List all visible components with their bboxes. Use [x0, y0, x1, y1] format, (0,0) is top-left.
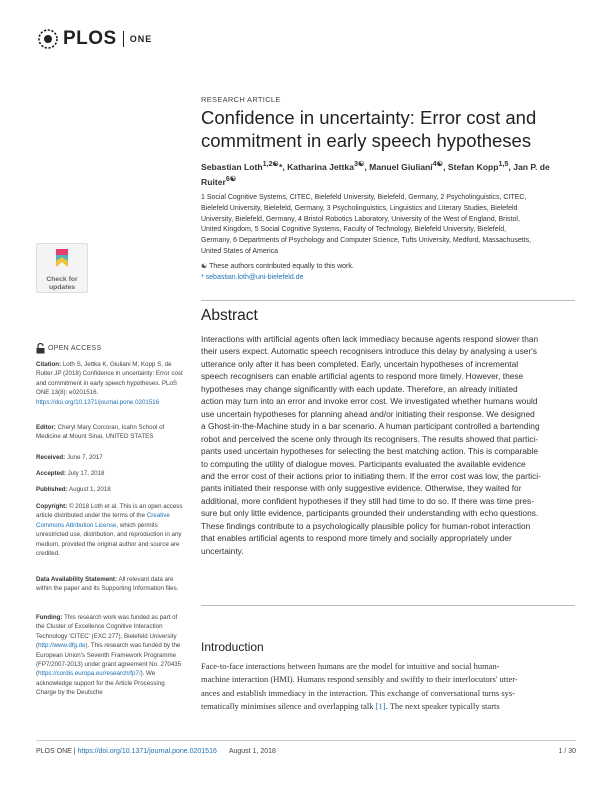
footer-separator: | [71, 748, 78, 755]
footer-journal: PLOS ONE [36, 748, 72, 755]
logo-divider [123, 31, 124, 47]
received-block [36, 453, 186, 462]
editor-text: Cheryl Mary Corcoran, Icahn School of Medicine at Mount Sinai, UNITED STATES [36, 424, 165, 441]
intro-line: machine interaction (HMI). Humans respond sensibly and swiftly to their interlocutors' utter- [201, 674, 518, 685]
affiliation-line: 1 Social Cognitive Systems, CITEC, Bielefeld University, Bielefeld, Germany, 2 Psycholinguistics, CITEC, [201, 194, 527, 201]
footer-date: August 1, 2018 [228, 748, 276, 755]
data-availability-text: All relevant data are within the paper and its Supporting Information files. [36, 576, 179, 593]
reference-link[interactable]: [1] [375, 700, 386, 711]
section-divider [201, 300, 575, 301]
abstract-line: and the error cost of their actions prior to initiating them. If the error cost was low, the partici- [201, 470, 541, 481]
abstract-line: that enables artificial agents to respond more timely and socially appropriately under [201, 533, 512, 544]
author-sup: 1,2☯ [262, 160, 279, 168]
author-line [201, 173, 575, 188]
journal-name: ONE [129, 34, 153, 44]
editor-block [36, 423, 186, 442]
funding-label: Funding: [36, 614, 63, 621]
abstract-line: uncertainty. [201, 545, 244, 556]
author-sup: 4☯ [432, 160, 444, 168]
abstract-line: utterance only after it has been completed. Early, uncertain hypotheses of incremental [201, 358, 519, 369]
affiliation-line: Bielefeld University, Bielefeld, Germany, 3 Psycholinguistics, Linguistics and Literary Studies, Bielefeld [201, 204, 518, 212]
author-sup: 6☯ [225, 174, 237, 183]
brand-name: PLOS [63, 28, 117, 49]
abstract-line: sure but only little evidence, participants grounded their understanding with echo questions. [201, 508, 539, 519]
intro-text: . The next speaker typically starts [385, 700, 500, 711]
corresponding-email-link[interactable]: * sebastian.loth@uni-bielefeld.de [201, 273, 304, 281]
author-name[interactable]: Ruiter [201, 176, 226, 187]
article-type: RESEARCH ARTICLE [201, 95, 281, 104]
funding-text: This research work was funded as part of the Cluster of Excellence Cognitive Interaction Technology 'CITEC' (EXC 277), Bielefeld University ( [36, 614, 178, 650]
abstract-line: to computing the utility of dialogue moves. Participants evaluated the available evidence [201, 458, 526, 469]
title-line: Confidence in uncertainty: Error cost and [201, 107, 537, 128]
abstract-line: robot and perceived the scene only through its recognisers. The results showed that partici- [201, 433, 539, 444]
intro-text: tematically minimises silence and overlapping talk [201, 700, 376, 711]
equal-contribution-note: ☯ These authors contributed equally to this work. [201, 263, 354, 270]
update-badge-label: Check for updates [46, 276, 78, 291]
dfg-link[interactable]: http://www.dfg.de [38, 642, 86, 650]
intro-line: ances and establish immediacy in the interaction. This exchange of conversational turns sys- [201, 687, 516, 698]
open-access-label [36, 343, 101, 354]
accepted-date: July 17, 2018 [67, 470, 105, 477]
abstract-heading: Abstract [201, 307, 258, 324]
affiliations [201, 193, 575, 258]
citation-text: Loth S, Jettka K, Giuliani M, Kopp S, de Ruiter JP (2018) Confidence in uncertainty: Error cost and commitment in early speech hypotheses. PLoS ONE 13(8): e0201516. [36, 361, 183, 397]
citation-doi-link[interactable]: https://doi.org/10.1371/journal.pone.0201516 [36, 398, 160, 406]
article-title [201, 106, 575, 152]
author-name[interactable]: *, Katharina Jettka [278, 161, 354, 172]
abstract-line: Interactions with artificial agents often lack immediacy because agents respond slower than [201, 334, 539, 344]
author-notes [201, 262, 575, 283]
bookmark-ribbon-icon [52, 247, 72, 269]
introduction-body [201, 660, 575, 713]
abstract-line: a Ghost-in-the-Machine study in a bar scenario. A human participant controlled a bartending [201, 421, 540, 432]
page-footer [36, 748, 576, 755]
open-access-text: OPEN ACCESS [48, 345, 102, 352]
copyright-text: © 2018 Loth et al. This is an open access article distributed under the terms of the [36, 503, 183, 520]
published-label: Published: [36, 486, 68, 493]
published-date: August 1, 2018 [69, 486, 111, 493]
footer-doi-link[interactable]: https://doi.org/10.1371/journal.pone.0201516 [77, 748, 217, 755]
abstract-line: action may turn into an error and invoke error cost. We investigated whether humans would [201, 396, 538, 407]
author-sup: 1,5 [498, 160, 509, 168]
author-name[interactable]: , Jan P. de [508, 161, 550, 172]
data-availability-label: Data Availability Statement: [36, 576, 118, 583]
author-name[interactable]: , Manuel Giuliani [364, 161, 433, 172]
cordis-link[interactable]: https://cordis.europa.eu/research/fp7/ [38, 670, 141, 678]
citation-block [36, 360, 186, 407]
accepted-label: Accepted: [36, 470, 66, 477]
abstract-line: additional, more confident hypotheses if they still had time to do so. If there was time pres- [201, 495, 534, 506]
plos-logo-icon [37, 28, 59, 50]
copyright-label: Copyright: [36, 503, 68, 510]
copyright-text: , which permits unrestricted use, distribution, and reproduction in any medium, provided the original author and source are credited. [36, 521, 182, 558]
funding-text: ). We acknowledge support for the Article Processing Charge by the Deutsche [36, 670, 165, 697]
funding-block [36, 613, 186, 698]
title-line: commitment in early speech hypotheses [201, 130, 532, 151]
footer-divider [36, 740, 576, 741]
abstract-line: pants used uncertain hypotheses for selecting the best matching action. This is comparable [201, 446, 539, 457]
author-name[interactable]: , Stefan Kopp [443, 161, 499, 172]
section-divider [201, 605, 575, 606]
received-label: Received: [36, 454, 66, 461]
funding-text: ). This research was funded by the European Union's Seventh Framework Programme (FP7/2007-2013) under grant agreement No. 270435 ( [36, 642, 182, 678]
abstract-line: their users expect. Automatic speech recognisers introduce this delay by analysing a user's [201, 346, 537, 357]
abstract-line: hypotheses may change significantly with each update. Therefore, an already initiated [201, 383, 518, 394]
abstract-line: pants initiated their response with only suggestive evidence. Otherwise, they waited for [201, 483, 522, 494]
affiliation-line: United States of America [201, 247, 279, 255]
page-number: 1 / 30 [558, 748, 576, 755]
editor-label: Editor: [36, 424, 56, 431]
check-for-updates-button[interactable] [36, 243, 88, 293]
received-date: June 7, 2017 [66, 454, 103, 461]
introduction-heading: Introduction [201, 640, 264, 654]
data-availability-block [36, 575, 186, 594]
published-block [36, 485, 186, 494]
accepted-block [36, 469, 186, 478]
abstract-body [201, 333, 575, 557]
author-name[interactable]: Sebastian Loth [201, 161, 263, 172]
intro-line [201, 700, 575, 713]
author-line [201, 158, 575, 173]
journal-logo [37, 28, 152, 50]
author-sup: 3☯ [353, 160, 365, 168]
affiliation-line: Germany, 6 Departments of Psychology and Computer Science, Tufts University, Medford, Massachusetts, [201, 237, 532, 245]
license-link[interactable]: Creative Commons Attribution License [36, 512, 170, 529]
author-list [201, 158, 575, 188]
citation-label: Citation: [36, 361, 62, 368]
affiliation-line: University, Bielefeld, Germany, 4 Bristol Robotics Laboratory, University of the West of England, Bristol, [201, 215, 520, 223]
copyright-block [36, 502, 186, 558]
abstract-line: use uncertain hypotheses for planning ahead and/or initiating their response. We designed [201, 408, 535, 419]
intro-line: Face-to-face interactions between humans are the model for intuitive and social human- [201, 661, 500, 671]
open-lock-icon [36, 343, 45, 354]
affiliation-line: United Kingdom, 5 Social Cognitive Systems, Faculty of Technology, Bielefeld University, Bielefeld, [201, 226, 507, 234]
abstract-line: speech recognisers can enable artificial agents to respond more timely. However, these [201, 371, 524, 382]
abstract-line: These findings contribute to a psychologically plausible policy for human-robot interaction [201, 520, 531, 531]
